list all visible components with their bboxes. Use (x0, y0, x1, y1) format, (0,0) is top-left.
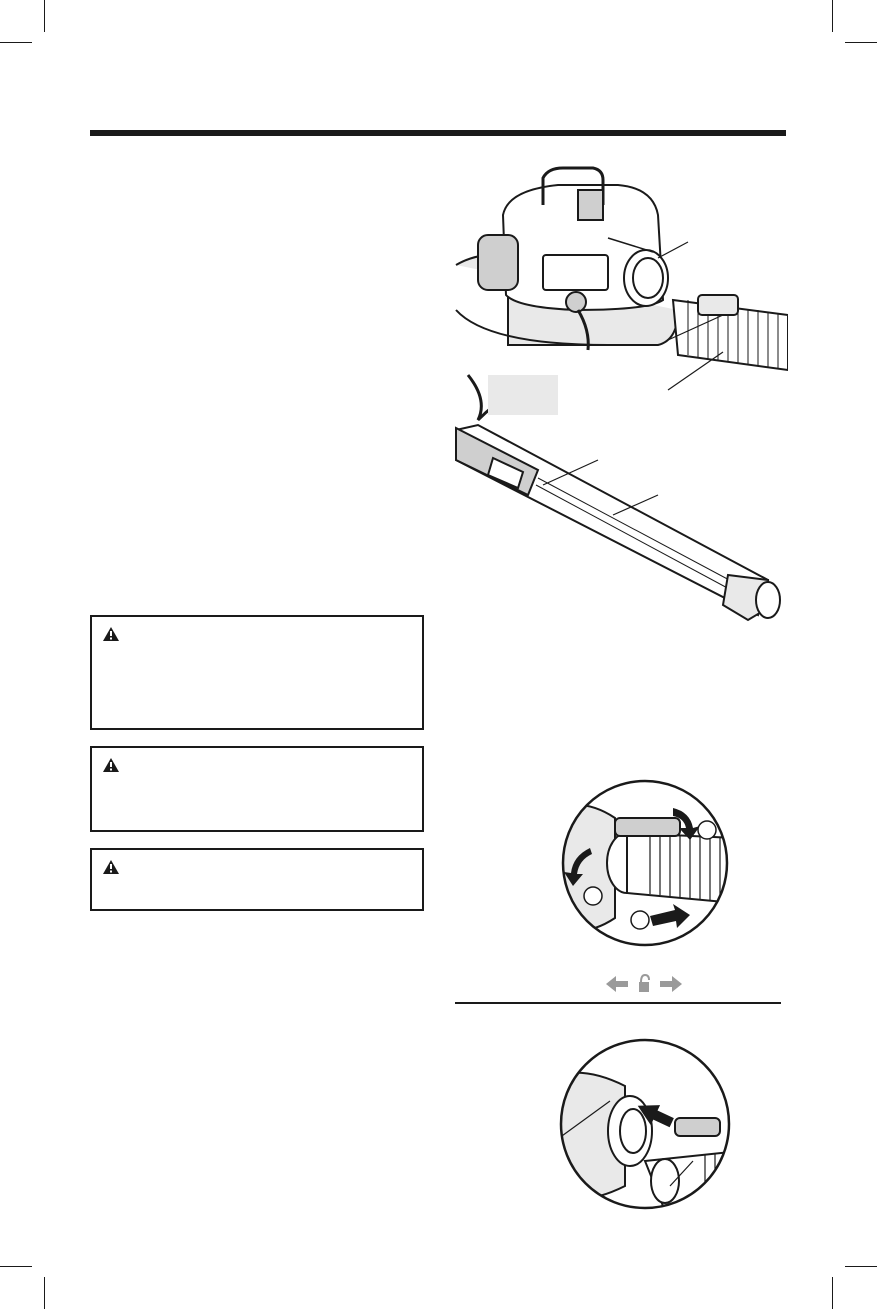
crop-mark-bottom-left-v (44, 1277, 45, 1309)
warning-box-3 (90, 848, 424, 911)
header-rule (90, 130, 786, 136)
warning-triangle-icon (102, 626, 120, 642)
crop-mark-top-right-v (832, 0, 833, 32)
crop-mark-bottom-right-v (832, 1277, 833, 1309)
warning-box-2 (90, 746, 424, 832)
vacuum-hose-wand-figure (448, 160, 788, 650)
warning-triangle-icon (102, 757, 120, 773)
crop-mark-top-left-v (44, 0, 45, 32)
crop-mark-bottom-right-h (845, 1266, 877, 1267)
crop-mark-bottom-left-h (0, 1266, 32, 1267)
warning-box-1 (90, 615, 424, 730)
crop-mark-top-left-h (0, 42, 32, 43)
section-divider (455, 1002, 781, 1004)
hose-release-detail-figure (555, 778, 735, 948)
hose-attach-detail-figure (555, 1036, 740, 1211)
unlock-arrows-icon (606, 974, 682, 994)
crop-mark-top-right-h (845, 42, 877, 43)
warning-triangle-icon (102, 859, 120, 875)
